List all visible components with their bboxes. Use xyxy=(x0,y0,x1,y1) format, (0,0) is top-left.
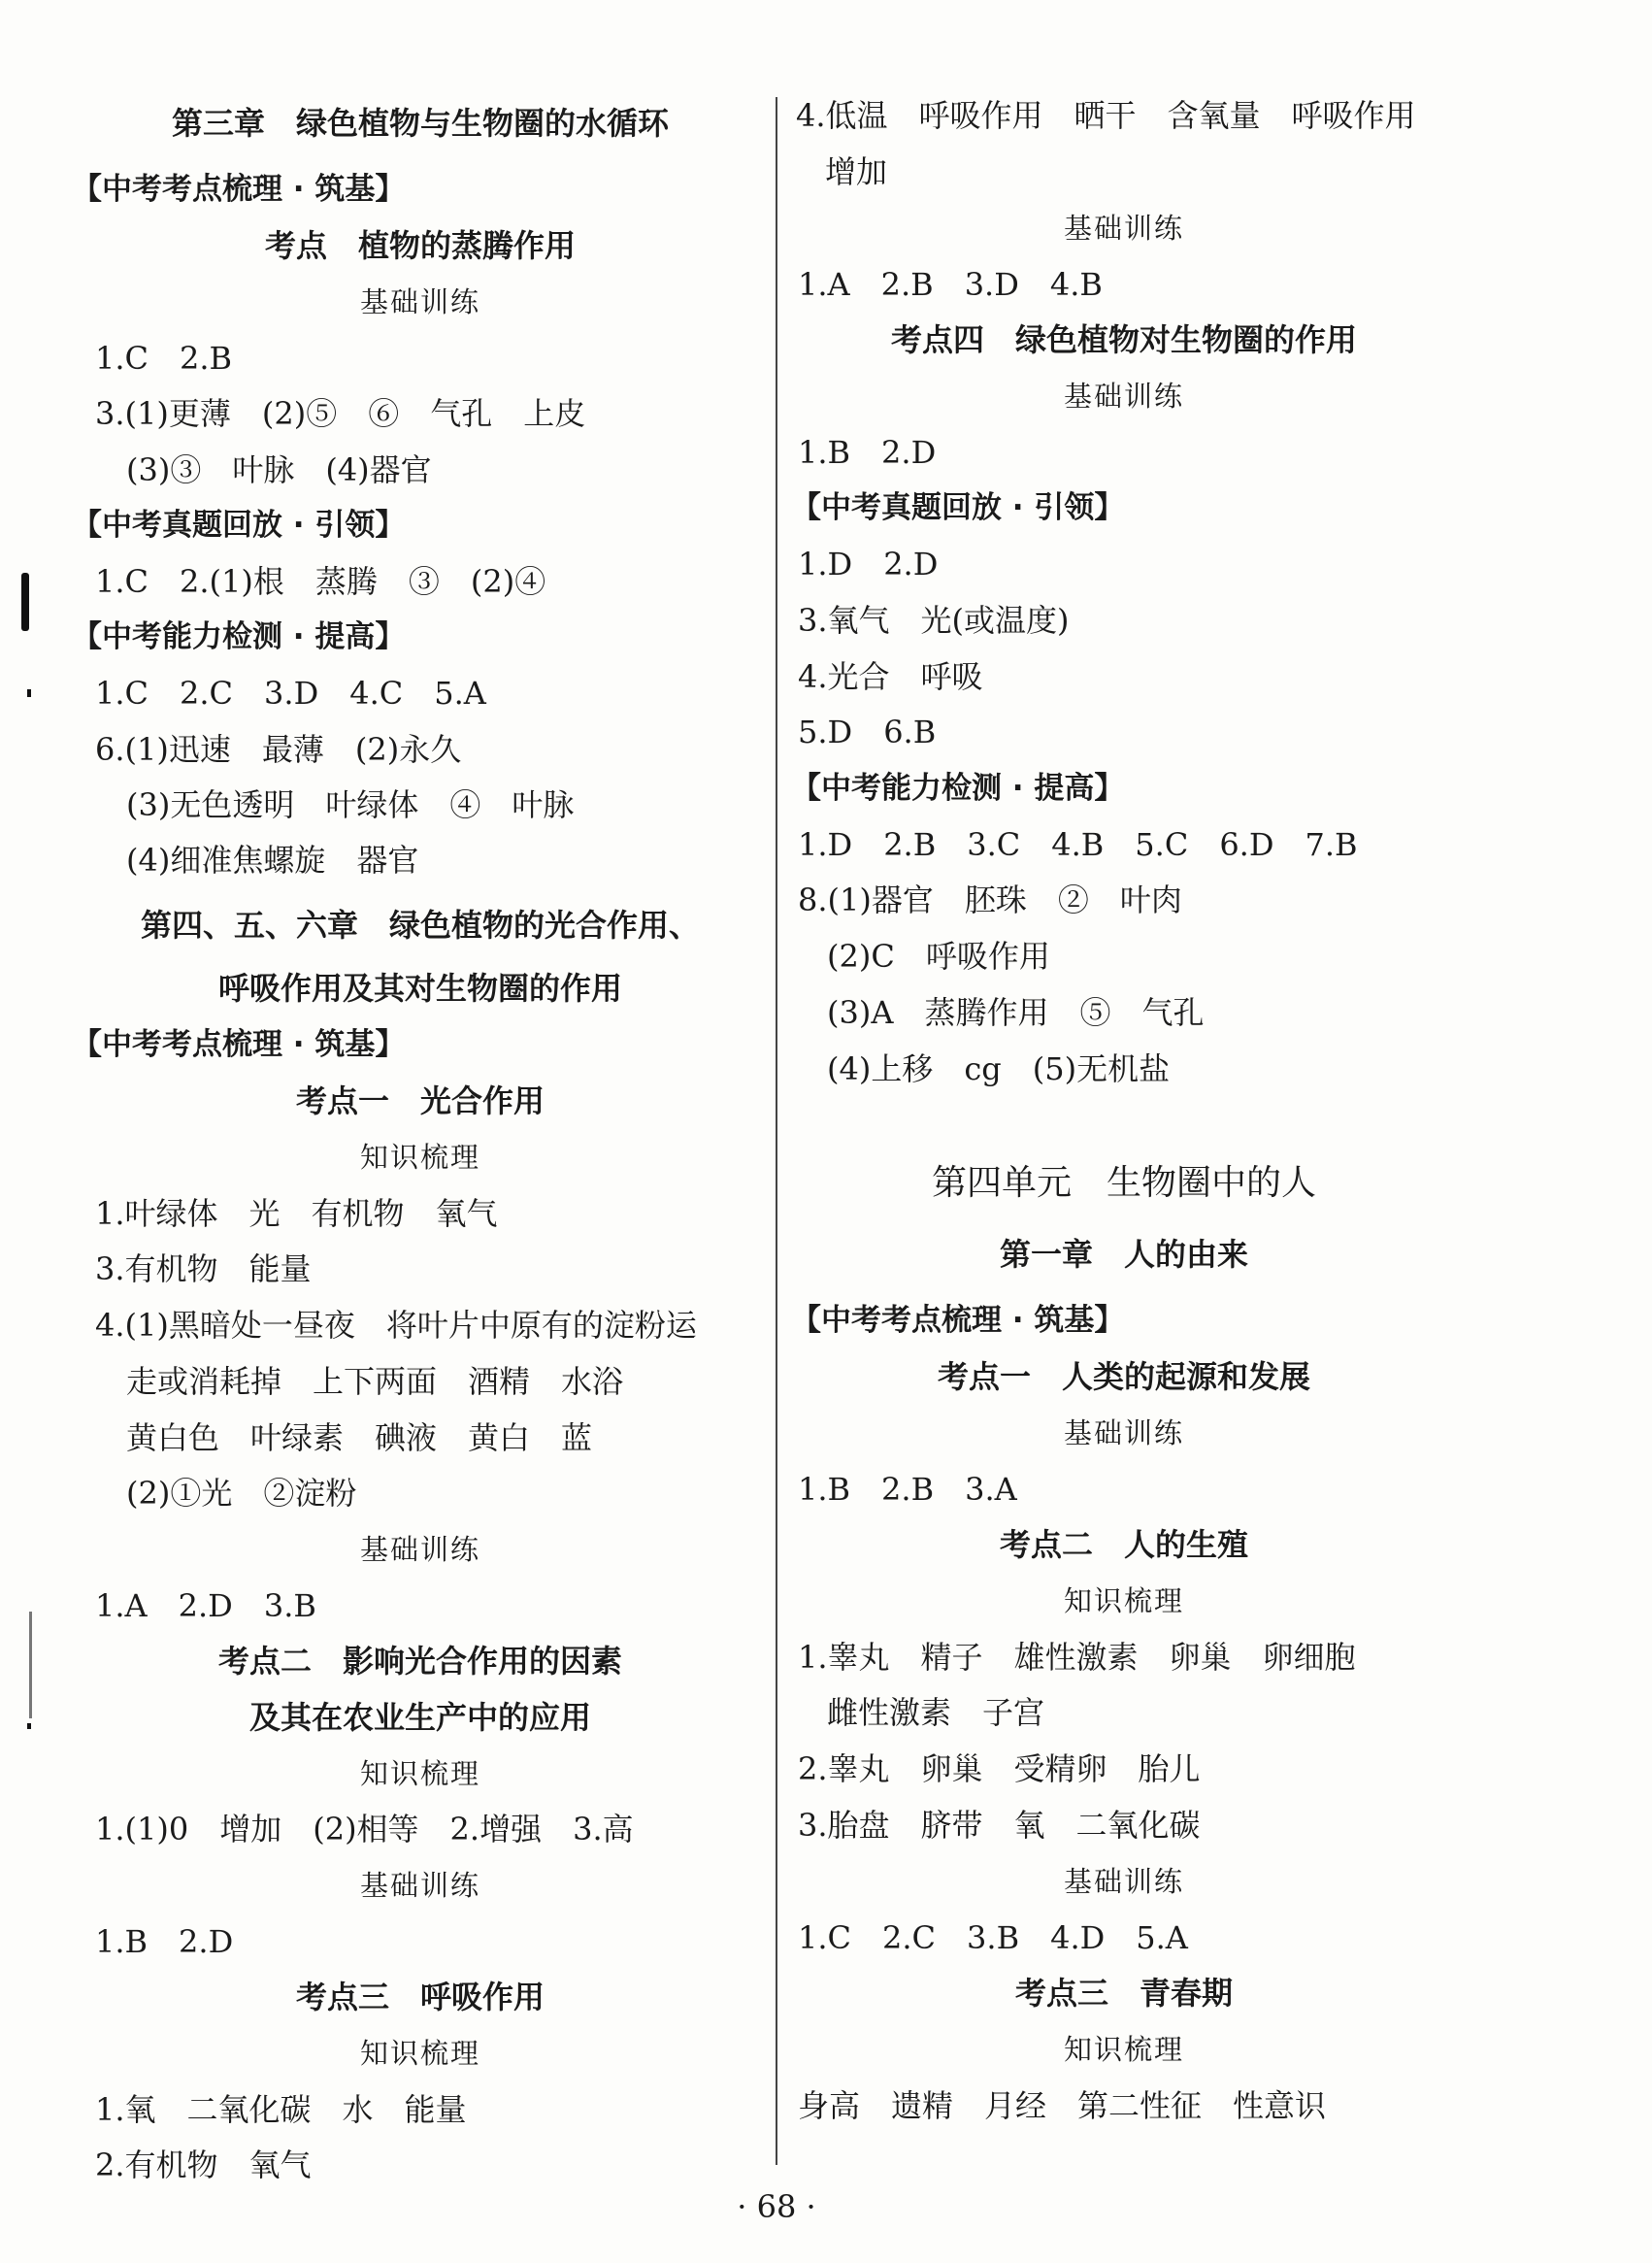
answer-line: (3)③ 叶脉 (4)器官 xyxy=(126,451,432,488)
answer-line: 3.氧气 光(或温度) xyxy=(798,602,1070,639)
unit-title: 第四单元 生物圈中的人 xyxy=(931,1163,1317,1203)
answer-line: 1.C 2.(1)根 蒸腾 ③ (2)④ xyxy=(95,563,546,600)
section-header: 【中考考点梳理 · 筑基】 xyxy=(791,1303,1125,1338)
answer-line: (2)C 呼吸作用 xyxy=(827,938,1050,975)
subsection-label: 基础训练 xyxy=(1063,1416,1185,1449)
section-header: 【中考真题回放 · 引领】 xyxy=(791,490,1125,525)
answer-line: 6.(1)迅速 最薄 (2)永久 xyxy=(95,731,462,768)
answer-line: 增加 xyxy=(825,153,888,190)
topic-heading: 考点一 光合作用 xyxy=(295,1082,545,1119)
subsection-label: 知识梳理 xyxy=(1063,2033,1185,2066)
answer-line: 2.有机物 氧气 xyxy=(95,2147,312,2183)
topic-heading: 考点二 影响光合作用的因素 xyxy=(217,1643,623,1680)
section-header: 【中考考点梳理 · 筑基】 xyxy=(72,1027,406,1062)
topic-heading: 考点二 人的生殖 xyxy=(999,1526,1249,1563)
answer-line: 4.光合 呼吸 xyxy=(798,658,983,695)
answer-line: 1.A 2.D 3.B xyxy=(95,1587,316,1624)
chapter-1-title: 第一章 人的由来 xyxy=(999,1236,1249,1273)
answer-line: 1.D 2.D xyxy=(798,546,939,582)
answer-line: 8.(1)器官 胚珠 ② 叶肉 xyxy=(798,882,1182,918)
subsection-label: 知识梳理 xyxy=(359,1141,481,1174)
answer-line: 1.B 2.D xyxy=(798,434,937,471)
answer-line: (4)细准焦螺旋 器官 xyxy=(126,842,419,879)
answer-line: (2)①光 ②淀粉 xyxy=(126,1475,357,1512)
topic-heading: 考点一 人类的起源和发展 xyxy=(937,1358,1311,1395)
column-divider xyxy=(776,97,777,2165)
answer-line: 1.A 2.B 3.D 4.B xyxy=(798,266,1103,303)
chapter-4-title-line2: 呼吸作用及其对生物圈的作用 xyxy=(217,970,623,1007)
answer-line: 1.C 2.C 3.D 4.C 5.A xyxy=(95,675,486,712)
answer-line: 雌性激素 子宫 xyxy=(827,1694,1045,1731)
binding-mark xyxy=(21,573,29,631)
subsection-label: 知识梳理 xyxy=(359,2037,481,2070)
answer-line: 3.有机物 能量 xyxy=(95,1250,312,1287)
chapter-3-title: 第三章 绿色植物与生物圈的水循环 xyxy=(171,105,670,142)
binding-mark xyxy=(27,689,31,697)
answer-line: 身高 遗精 月经 第二性征 性意识 xyxy=(798,2087,1327,2124)
answer-line: 1.C 2.B xyxy=(95,340,233,377)
subsection-label: 基础训练 xyxy=(359,1533,481,1566)
answer-line: 走或消耗掉 上下两面 酒精 水浴 xyxy=(126,1363,624,1400)
page-number: · 68 · xyxy=(737,2188,816,2225)
answer-line: 1.氧 二氧化碳 水 能量 xyxy=(95,2091,467,2128)
answer-line: (3)无色透明 叶绿体 ④ 叶脉 xyxy=(126,786,575,823)
subsection-label: 基础训练 xyxy=(359,1869,481,1902)
answer-line: 1.B 2.B 3.A xyxy=(798,1471,1017,1508)
answer-line: (4)上移 cg (5)无机盐 xyxy=(827,1050,1171,1087)
section-header: 【中考能力检测 · 提高】 xyxy=(72,619,406,654)
subsection-label: 基础训练 xyxy=(1063,1865,1185,1898)
section-header: 【中考考点梳理 · 筑基】 xyxy=(72,172,406,207)
topic-heading: 考点三 青春期 xyxy=(1014,1975,1234,2012)
answer-line: 1.(1)0 增加 (2)相等 2.增强 3.高 xyxy=(95,1811,634,1847)
subsection-label: 基础训练 xyxy=(1063,380,1185,413)
answer-line: 3.(1)更薄 (2)⑤ ⑥ 气孔 上皮 xyxy=(95,395,586,432)
section-header: 【中考能力检测 · 提高】 xyxy=(791,771,1125,806)
subsection-label: 基础训练 xyxy=(1063,212,1185,245)
answer-line: 2.睾丸 卵巢 受精卵 胎儿 xyxy=(798,1750,1201,1787)
binding-mark xyxy=(29,1612,32,1718)
section-header: 【中考真题回放 · 引领】 xyxy=(72,508,406,543)
topic-heading: 考点 植物的蒸腾作用 xyxy=(264,227,577,264)
answer-line: 1.叶绿体 光 有机物 氧气 xyxy=(95,1195,498,1232)
answer-line: 1.B 2.D xyxy=(95,1923,234,1960)
answer-line: 4.(1)黑暗处一昼夜 将叶片中原有的淀粉运 xyxy=(95,1307,697,1344)
answer-line: 5.D 6.B xyxy=(798,714,937,750)
topic-heading: 考点四 绿色植物对生物圈的作用 xyxy=(890,321,1358,358)
answer-line: 1.睾丸 精子 雄性激素 卵巢 卵细胞 xyxy=(798,1639,1356,1676)
topic-heading: 考点三 呼吸作用 xyxy=(295,1979,545,2015)
answer-line: 4.低温 呼吸作用 晒干 含氧量 呼吸作用 xyxy=(796,97,1416,134)
subsection-label: 基础训练 xyxy=(359,285,481,318)
topic-heading: 及其在农业生产中的应用 xyxy=(248,1699,592,1736)
answer-line: 1.C 2.C 3.B 4.D 5.A xyxy=(798,1919,1188,1956)
chapter-4-title-line1: 第四、五、六章 绿色植物的光合作用、 xyxy=(140,907,701,944)
binding-mark xyxy=(27,1723,31,1729)
answer-line: (3)A 蒸腾作用 ⑤ 气孔 xyxy=(827,994,1205,1031)
subsection-label: 知识梳理 xyxy=(1063,1584,1185,1617)
subsection-label: 知识梳理 xyxy=(359,1757,481,1790)
answer-line: 3.胎盘 脐带 氧 二氧化碳 xyxy=(798,1807,1201,1844)
answer-line: 黄白色 叶绿素 碘液 黄白 蓝 xyxy=(126,1419,593,1456)
answer-line: 1.D 2.B 3.C 4.B 5.C 6.D 7.B xyxy=(798,826,1358,863)
